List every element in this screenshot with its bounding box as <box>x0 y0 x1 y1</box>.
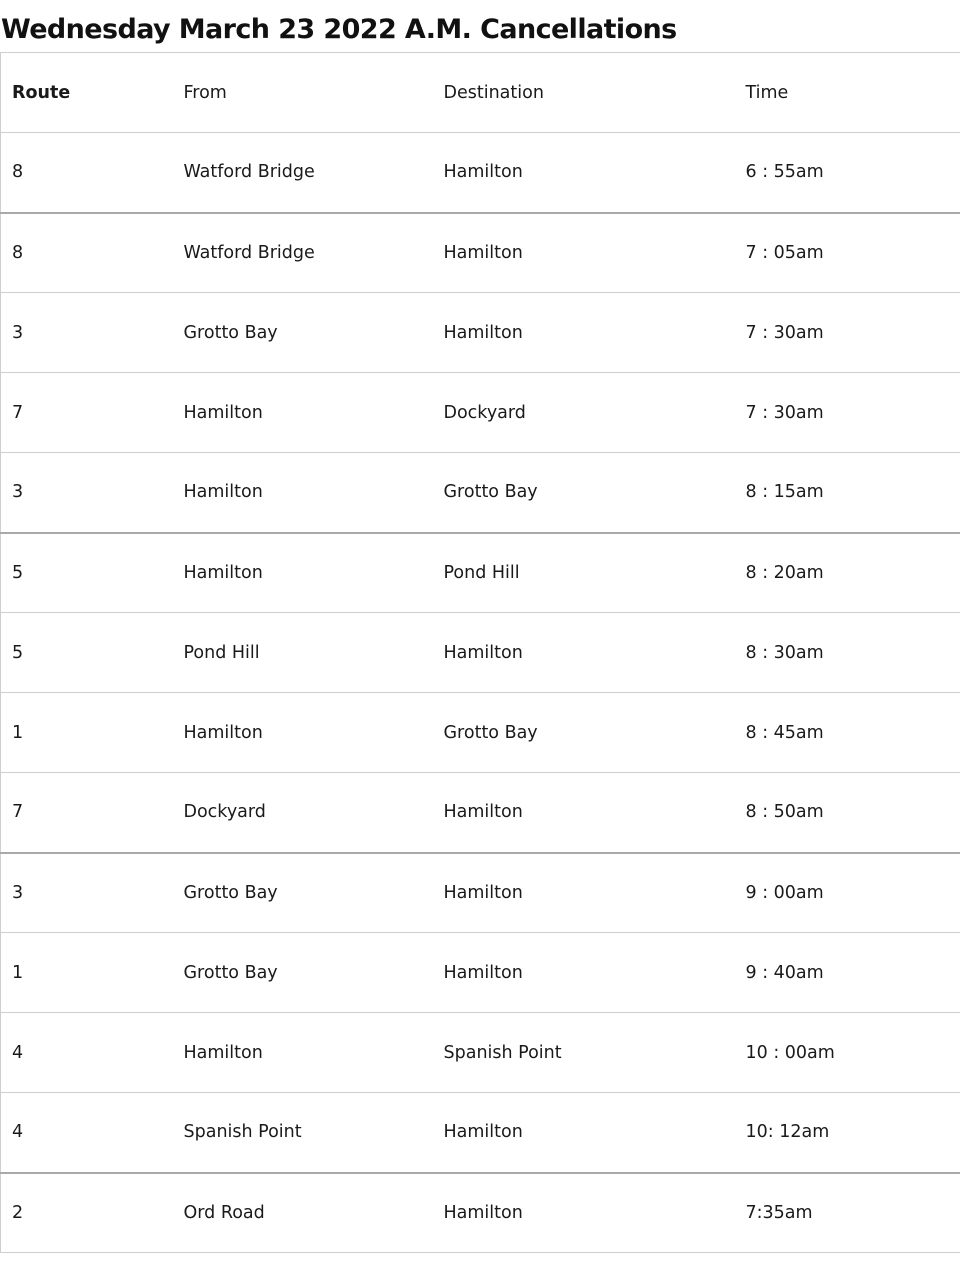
from-cell: Hamilton <box>184 1013 444 1093</box>
route-cell: 3 <box>1 853 184 933</box>
column-header-route: Route <box>1 53 184 133</box>
from-cell: Grotto Bay <box>184 293 444 373</box>
destination-cell: Hamilton <box>444 613 746 693</box>
table-row <box>1 853 960 933</box>
destination-cell: Grotto Bay <box>444 693 746 773</box>
table-row <box>1 373 960 453</box>
route-cell: 3 <box>1 293 184 373</box>
column-header-from: From <box>184 53 444 133</box>
time-cell: 7 : 30am <box>746 373 960 453</box>
destination-cell: Hamilton <box>444 133 746 213</box>
table-row <box>1 1093 960 1173</box>
table-row <box>1 933 960 1013</box>
from-cell: Watford Bridge <box>184 133 444 213</box>
table-row <box>1 533 960 613</box>
route-cell: 1 <box>1 933 184 1013</box>
route-cell: 3 <box>1 453 184 533</box>
table-row <box>1 693 960 773</box>
from-cell: Hamilton <box>184 693 444 773</box>
table-row <box>1 773 960 853</box>
from-cell: Grotto Bay <box>184 853 444 933</box>
from-cell: Ord Road <box>184 1173 444 1253</box>
table-row <box>1 293 960 373</box>
time-cell: 10: 12am <box>746 1093 960 1173</box>
table-row <box>1 133 960 213</box>
destination-cell: Grotto Bay <box>444 453 746 533</box>
destination-cell: Hamilton <box>444 213 746 293</box>
route-cell: 8 <box>1 133 184 213</box>
destination-cell: Dockyard <box>444 373 746 453</box>
time-cell: 8 : 30am <box>746 613 960 693</box>
from-cell: Pond Hill <box>184 613 444 693</box>
destination-cell: Hamilton <box>444 853 746 933</box>
table-row <box>1 1173 960 1253</box>
route-cell: 5 <box>1 613 184 693</box>
time-cell: 9 : 00am <box>746 853 960 933</box>
column-header-time: Time <box>746 53 960 133</box>
cancellations-table <box>0 52 960 1253</box>
route-cell: 2 <box>1 1173 184 1253</box>
time-cell: 8 : 15am <box>746 453 960 533</box>
table-header-row <box>1 53 960 133</box>
route-cell: 4 <box>1 1093 184 1173</box>
destination-cell: Hamilton <box>444 293 746 373</box>
route-cell: 8 <box>1 213 184 293</box>
from-cell: Watford Bridge <box>184 213 444 293</box>
time-cell: 8 : 50am <box>746 773 960 853</box>
table-row <box>1 1013 960 1093</box>
time-cell: 8 : 45am <box>746 693 960 773</box>
route-cell: 1 <box>1 693 184 773</box>
page-title: Wednesday March 23 2022 A.M. Cancellations <box>1 14 677 45</box>
from-cell: Dockyard <box>184 773 444 853</box>
from-cell: Hamilton <box>184 533 444 613</box>
time-cell: 7:35am <box>746 1173 960 1253</box>
from-cell: Grotto Bay <box>184 933 444 1013</box>
destination-cell: Spanish Point <box>444 1013 746 1093</box>
table-row <box>1 213 960 293</box>
time-cell: 6 : 55am <box>746 133 960 213</box>
table-row <box>1 613 960 693</box>
time-cell: 7 : 30am <box>746 293 960 373</box>
destination-cell: Hamilton <box>444 933 746 1013</box>
table-row <box>1 453 960 533</box>
time-cell: 8 : 20am <box>746 533 960 613</box>
from-cell: Spanish Point <box>184 1093 444 1173</box>
route-cell: 4 <box>1 1013 184 1093</box>
destination-cell: Hamilton <box>444 1093 746 1173</box>
time-cell: 9 : 40am <box>746 933 960 1013</box>
from-cell: Hamilton <box>184 453 444 533</box>
time-cell: 10 : 00am <box>746 1013 960 1093</box>
destination-cell: Hamilton <box>444 773 746 853</box>
destination-cell: Pond Hill <box>444 533 746 613</box>
destination-cell: Hamilton <box>444 1173 746 1253</box>
route-cell: 7 <box>1 773 184 853</box>
time-cell: 7 : 05am <box>746 213 960 293</box>
from-cell: Hamilton <box>184 373 444 453</box>
route-cell: 7 <box>1 373 184 453</box>
route-cell: 5 <box>1 533 184 613</box>
column-header-destination: Destination <box>444 53 746 133</box>
